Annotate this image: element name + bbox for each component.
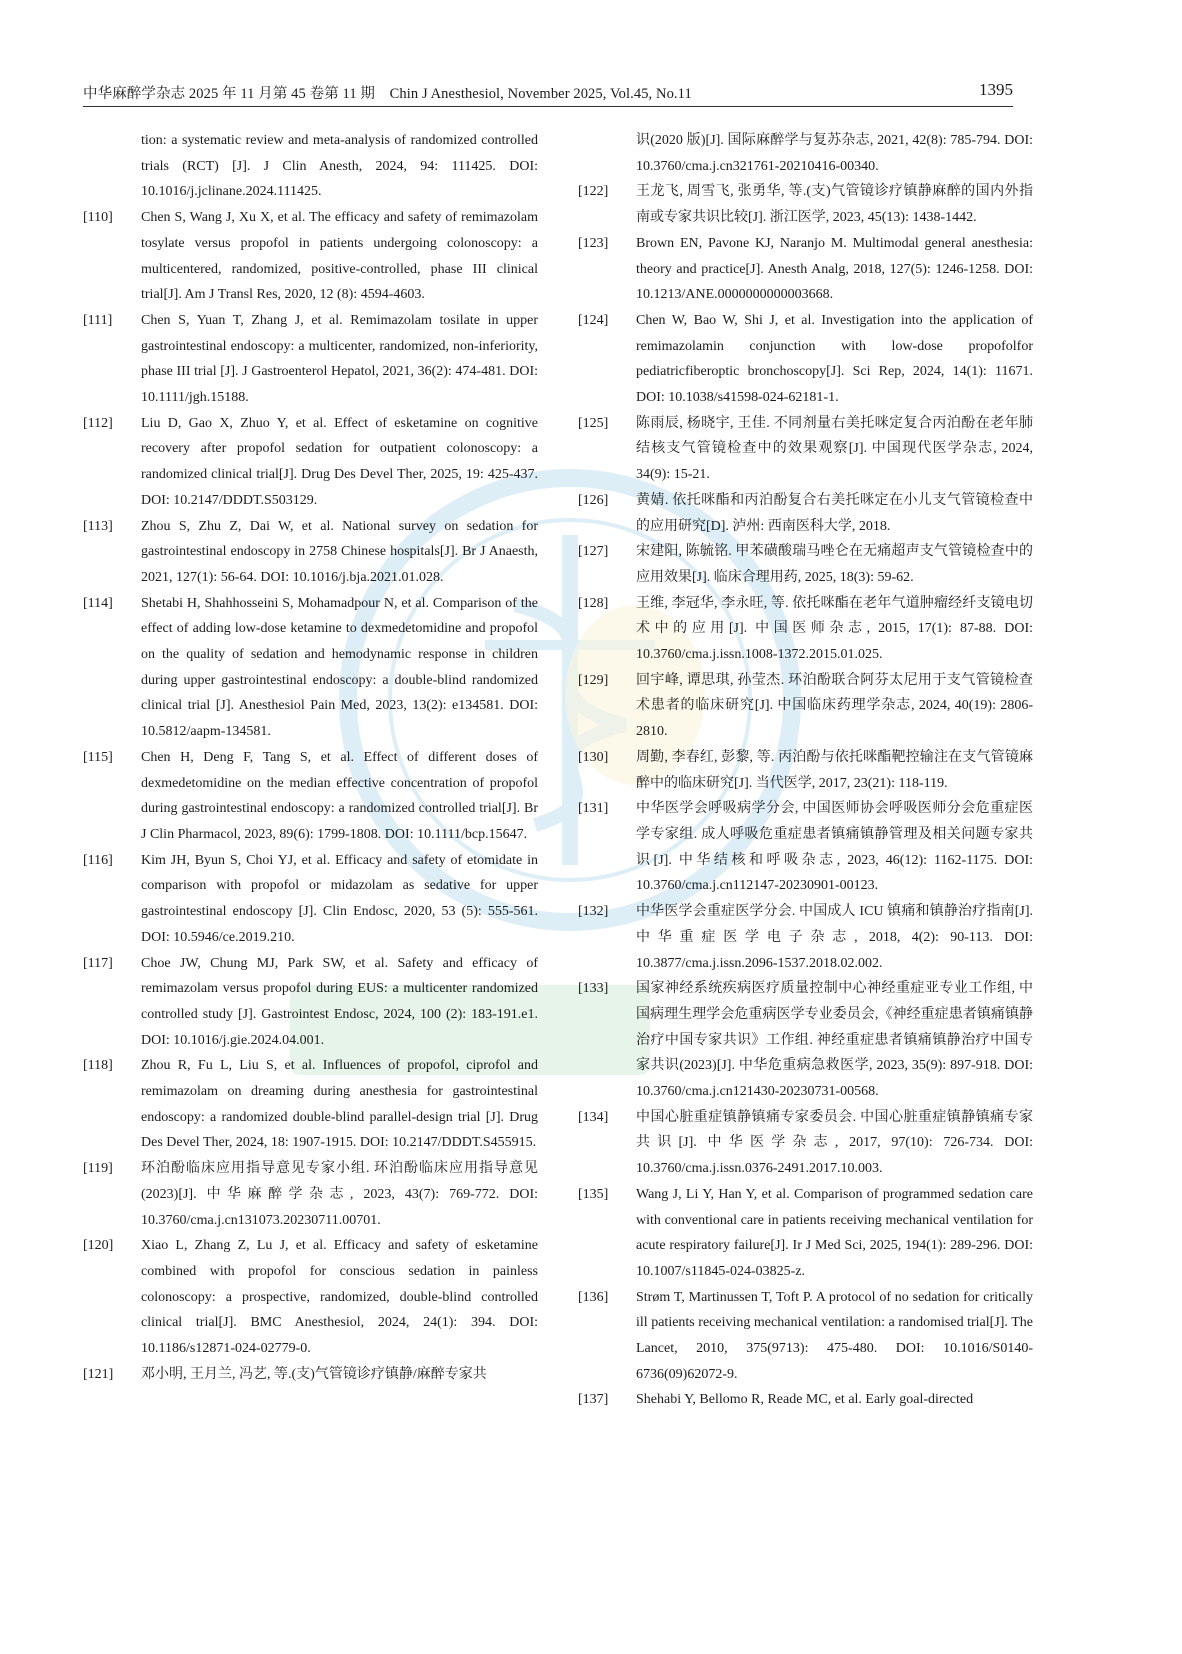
reference-number: [117] — [83, 955, 113, 971]
reference-entry — [578, 128, 1033, 179]
page-number: 1395 — [979, 80, 1013, 99]
reference-text: Chen H, Deng F, Tang S, et al. Effect of different doses of dexmedetomidine on the median effective concentration of propofol during gastrointestinal endoscopy: a randomized controlled trial[J]. Br J Clin Pharmacol, 2023, 89(6): 1799-1808. DOI: 10.1111/bcp.15647. — [141, 749, 538, 842]
reference-number: [118] — [83, 1058, 113, 1074]
reference-text: Zhou S, Zhu Z, Dai W, et al. National survey on sedation for gastrointestinal endoscopy in 2758 Chinese hospitals[J]. Br J Anaesth, 2021, 127(1): 56-64. DOI: 10.1016/j.bja.2021.01.028. — [141, 518, 538, 585]
left-reference-column — [83, 128, 538, 1387]
reference-entry — [578, 539, 1033, 590]
reference-entry — [578, 308, 1033, 411]
reference-text: Liu D, Gao X, Zhuo Y, et al. Effect of esketamine on cognitive recovery after propofol sedation for outpatient colonoscopy: a randomized clinical trial[J]. Drug Des Devel Ther, 2025, 19: 425-437. DOI: 10.2147/DDDT.S503129. — [141, 415, 538, 508]
reference-text: Wang J, Li Y, Han Y, et al. Comparison of programmed sedation care with conventional care in patients receiving mechanical ventilation for acute respiratory failure[J]. Ir J Med Sci, 2025, 194(1): 289-296. DOI: 10.1007/s11845-024-03825-z. — [636, 1186, 1033, 1279]
reference-entry — [83, 951, 538, 1054]
reference-text: 回宇峰, 谭思琪, 孙莹杰. 环泊酚联合阿芬太尼用于支气管镜检查术患者的临床研究[J]. 中国临床药理学杂志, 2024, 40(19): 2806-2810. — [636, 672, 1033, 740]
reference-number: [130] — [578, 749, 609, 765]
reference-entry — [578, 1387, 1033, 1413]
reference-number: [126] — [578, 492, 609, 508]
reference-entry — [578, 1285, 1033, 1388]
reference-entry — [578, 976, 1033, 1105]
reference-text: Kim JH, Byun S, Choi YJ, et al. Efficacy and safety of etomidate in comparison with propofol or midazolam as sedative for upper gastrointestinal endoscopy [J]. Clin Endosc, 2020, 53 (5): 555-561. DOI: 10.5946/ce.2019.210. — [141, 852, 538, 945]
reference-number: [128] — [578, 595, 609, 611]
reference-number: [112] — [83, 415, 113, 431]
reference-text: Brown EN, Pavone KJ, Naranjo M. Multimodal general anesthesia: theory and practice[J]. Anesth Analg, 2018, 127(5): 1246-1258. DOI: 10.1213/ANE.0000000000003668. — [636, 235, 1033, 303]
reference-text: Zhou R, Fu L, Liu S, et al. Influences of propofol, ciprofol and remimazolam on dreaming during anesthesia for gastrointestinal endoscopy: a randomized double-blind parallel-design trial [J]. Drug Des Devel Ther, 2024, 18: 1907-1915. DOI: 10.2147/DDDT.S455915. — [141, 1058, 538, 1151]
reference-number: [111] — [83, 312, 113, 328]
reference-text: 中国心脏重症镇静镇痛专家委员会. 中国心脏重症镇静镇痛专家共识[J]. 中华医学杂志, 2017, 97(10): 726-734. DOI: 10.3760/cma.j.issn.0376-2491.2017.10.003. — [636, 1109, 1033, 1177]
reference-text: 王维, 李冠华, 李永旺, 等. 依托咪酯在老年气道肿瘤经纤支镜电切术中的应用[J]. 中国医师杂志, 2015, 17(1): 87-88. DOI: 10.3760/cma.j.issn.1008-1372.2015.01.025. — [636, 595, 1033, 663]
reference-entry — [578, 231, 1033, 308]
reference-number: [133] — [578, 981, 609, 997]
reference-number: [137] — [578, 1392, 609, 1408]
reference-text: 中华医学会呼吸病学分会, 中国医师协会呼吸医师分会危重症医学专家组. 成人呼吸危重症患者镇痛镇静管理及相关问题专家共识[J]. 中华结核和呼吸杂志, 2023, 46(12): 1162-1175. DOI: 10.3760/cma.j.cn112147-20230901-00123. — [636, 801, 1033, 894]
reference-entry — [83, 591, 538, 745]
reference-text: Strøm T, Martinussen T, Toft P. A protocol of no sedation for critically ill patients receiving mechanical ventilation: a randomised trial[J]. The Lancet, 2010, 375(9713): 475-480. DOI: 10.1016/S0140-6736(09)62072-9. — [636, 1289, 1033, 1382]
reference-text: Chen S, Yuan T, Zhang J, et al. Remimazolam tosilate in upper gastrointestinal endoscopy: a multicenter, randomized, non-inferiority, phase III trial [J]. J Gastroenterol Hepatol, 2021, 36(2): 474-481. DOI: 10.1111/jgh.15188. — [141, 312, 538, 406]
reference-entry — [578, 488, 1033, 539]
reference-number: [123] — [578, 235, 609, 251]
reference-number: [119] — [83, 1161, 113, 1177]
reference-entry — [578, 411, 1033, 488]
reference-text: 陈雨辰, 杨晓宇, 王佳. 不同剂量右美托咪定复合丙泊酚在老年肺结核支气管镜检查中的效果观察[J]. 中国现代医学杂志, 2024, 34(9): 15-21. — [636, 415, 1033, 483]
reference-text: 环泊酚临床应用指导意见专家小组. 环泊酚临床应用指导意见(2023)[J]. 中华麻醉学杂志, 2023, 43(7): 769-772. DOI: 10.3760/cma.j.cn131073.20230711.00701. — [141, 1161, 538, 1228]
reference-text: 中华医学会重症医学分会. 中国成人 ICU 镇痛和镇静治疗指南[J]. 中华重症医学电子杂志, 2018, 4(2): 90-113. DOI: 10.3877/cma.j.issn.2096-1537.2018.02.002. — [636, 904, 1033, 971]
reference-text: 宋建阳, 陈毓铭. 甲苯磺酸瑞马唑仑在无痛超声支气管镜检查中的应用效果[J]. 临床合理用药, 2025, 18(3): 59-62. — [636, 544, 1033, 585]
reference-entry — [578, 179, 1033, 230]
reference-text: 识(2020 版)[J]. 国际麻醉学与复苏杂志, 2021, 42(8): 785-794. DOI: 10.3760/cma.j.cn321761-20210416-00340. — [636, 133, 1033, 174]
reference-entry — [83, 1233, 538, 1362]
reference-entry — [83, 411, 538, 514]
reference-text: tion: a systematic review and meta-analysis of randomized controlled trials (RCT) [J]. J Clin Anesth, 2024, 94: 111425. DOI: 10.1016/j.jclinane.2024.111425. — [141, 133, 538, 200]
reference-text: Xiao L, Zhang Z, Lu J, et al. Efficacy and safety of esketamine combined with propofol for conscious sedation in painless colonoscopy: a prospective, randomized, double-blind controlled clinical trial[J]. BMC Anesthesiol, 2024, 24(1): 394. DOI: 10.1186/s12871-024-02779-0. — [141, 1238, 538, 1357]
reference-number: [120] — [83, 1238, 114, 1254]
reference-entry — [83, 514, 538, 591]
reference-number: [131] — [578, 801, 609, 817]
reference-text: Choe JW, Chung MJ, Park SW, et al. Safety and efficacy of remimazolam versus propofol during EUS: a multicenter randomized controlled study [J]. Gastrointest Endosc, 2024, 100 (2): 183-191.e1. DOI: 10.1016/j.gie.2024.04.001. — [141, 955, 538, 1048]
reference-entry — [83, 1362, 538, 1388]
reference-entry — [83, 1053, 538, 1156]
reference-text: Chen W, Bao W, Shi J, et al. Investigation into the application of remimazolamin conjunction with low-dose propofolfor pediatricfiberoptic bronchoscopy[J]. Sci Rep, 2024, 14(1): 11671. DOI: 10.1038/s41598-024-62181-1. — [636, 312, 1033, 406]
reference-entry — [83, 205, 538, 308]
reference-number: [129] — [578, 672, 609, 688]
reference-text: 邓小明, 王月兰, 冯艺, 等.(支)气管镜诊疗镇静/麻醉专家共 — [141, 1366, 487, 1382]
reference-text: Shetabi H, Shahhosseini S, Mohamadpour N, et al. Comparison of the effect of adding low-dose ketamine to dexmedetomidine and propofol on the quality of sedation and hemodynamic response in children during upper gastrointestinal endoscopy: a double-blind randomized clinical trial [J]. Anesthesiol Pain Med, 2023, 13(2): e134581. DOI: 10.5812/aapm-134581. — [141, 595, 538, 740]
reference-text: Chen S, Wang J, Xu X, et al. The efficacy and safety of remimazolam tosylate versus propofol in patients undergoing colonoscopy: a multicentered, randomized, positive-controlled, phase III clinical trial[J]. Am J Transl Res, 2020, 12 (8): 4594-4603. — [141, 210, 538, 303]
reference-number: [124] — [578, 312, 609, 328]
reference-number: [121] — [83, 1366, 114, 1382]
reference-number: [114] — [83, 595, 113, 611]
reference-entry — [578, 796, 1033, 899]
reference-text: 黄婧. 依托咪酯和丙泊酚复合右美托咪定在小儿支气管镜检查中的应用研究[D]. 泸州: 西南医科大学, 2018. — [636, 492, 1033, 534]
reference-entry — [83, 745, 538, 848]
reference-text: Shehabi Y, Bellomo R, Reade MC, et al. Early goal-directed — [636, 1392, 974, 1408]
reference-number: [122] — [578, 184, 609, 200]
reference-entry — [83, 308, 538, 411]
reference-entry — [578, 668, 1033, 745]
reference-number: [134] — [578, 1109, 609, 1125]
reference-number: [135] — [578, 1186, 609, 1202]
reference-number: [113] — [83, 518, 113, 534]
reference-number: [125] — [578, 415, 609, 431]
reference-entry — [578, 1105, 1033, 1182]
reference-text: 国家神经系统疾病医疗质量控制中心神经重症亚专业工作组, 中国病理生理学会危重病医学专业委员会,《神经重症患者镇痛镇静治疗中国专家共识》工作组. 神经重症患者镇痛镇静治疗中国专家共识(2023)[J]. 中华危重病急救医学, 2023, 35(9): 897-918. DOI: 10.3760/cma.j.cn121430-20230731-00568. — [636, 981, 1033, 1100]
reference-number: [115] — [83, 749, 113, 765]
header-rule — [83, 106, 1013, 107]
reference-text: 王龙飞, 周雪飞, 张勇华, 等.(支)气管镜诊疗镇静麻醉的国内外指南或专家共识比较[J]. 浙江医学, 2023, 45(13): 1438-1442. — [636, 184, 1033, 226]
reference-entry — [83, 848, 538, 951]
reference-number: [132] — [578, 904, 609, 920]
reference-number: [116] — [83, 852, 113, 868]
reference-entry — [578, 1182, 1033, 1285]
running-header — [83, 82, 1013, 110]
reference-entry — [83, 1156, 538, 1233]
reference-entry — [578, 591, 1033, 668]
reference-entry — [578, 899, 1033, 976]
journal-citation-line: 中华麻醉学杂志 2025 年 11 月第 45 卷第 11 期 Chin J Anesthesiol, November 2025, Vol.45, No.11 — [83, 86, 692, 102]
reference-entry — [83, 128, 538, 205]
reference-number: [127] — [578, 544, 609, 560]
reference-number: [136] — [578, 1289, 609, 1305]
reference-number: [110] — [83, 210, 113, 226]
right-reference-column — [578, 128, 1033, 1413]
reference-entry — [578, 745, 1033, 796]
reference-text: 周勤, 李春红, 彭黎, 等. 丙泊酚与依托咪酯靶控输注在支气管镜麻醉中的临床研究[J]. 当代医学, 2017, 23(21): 118-119. — [636, 749, 1033, 791]
